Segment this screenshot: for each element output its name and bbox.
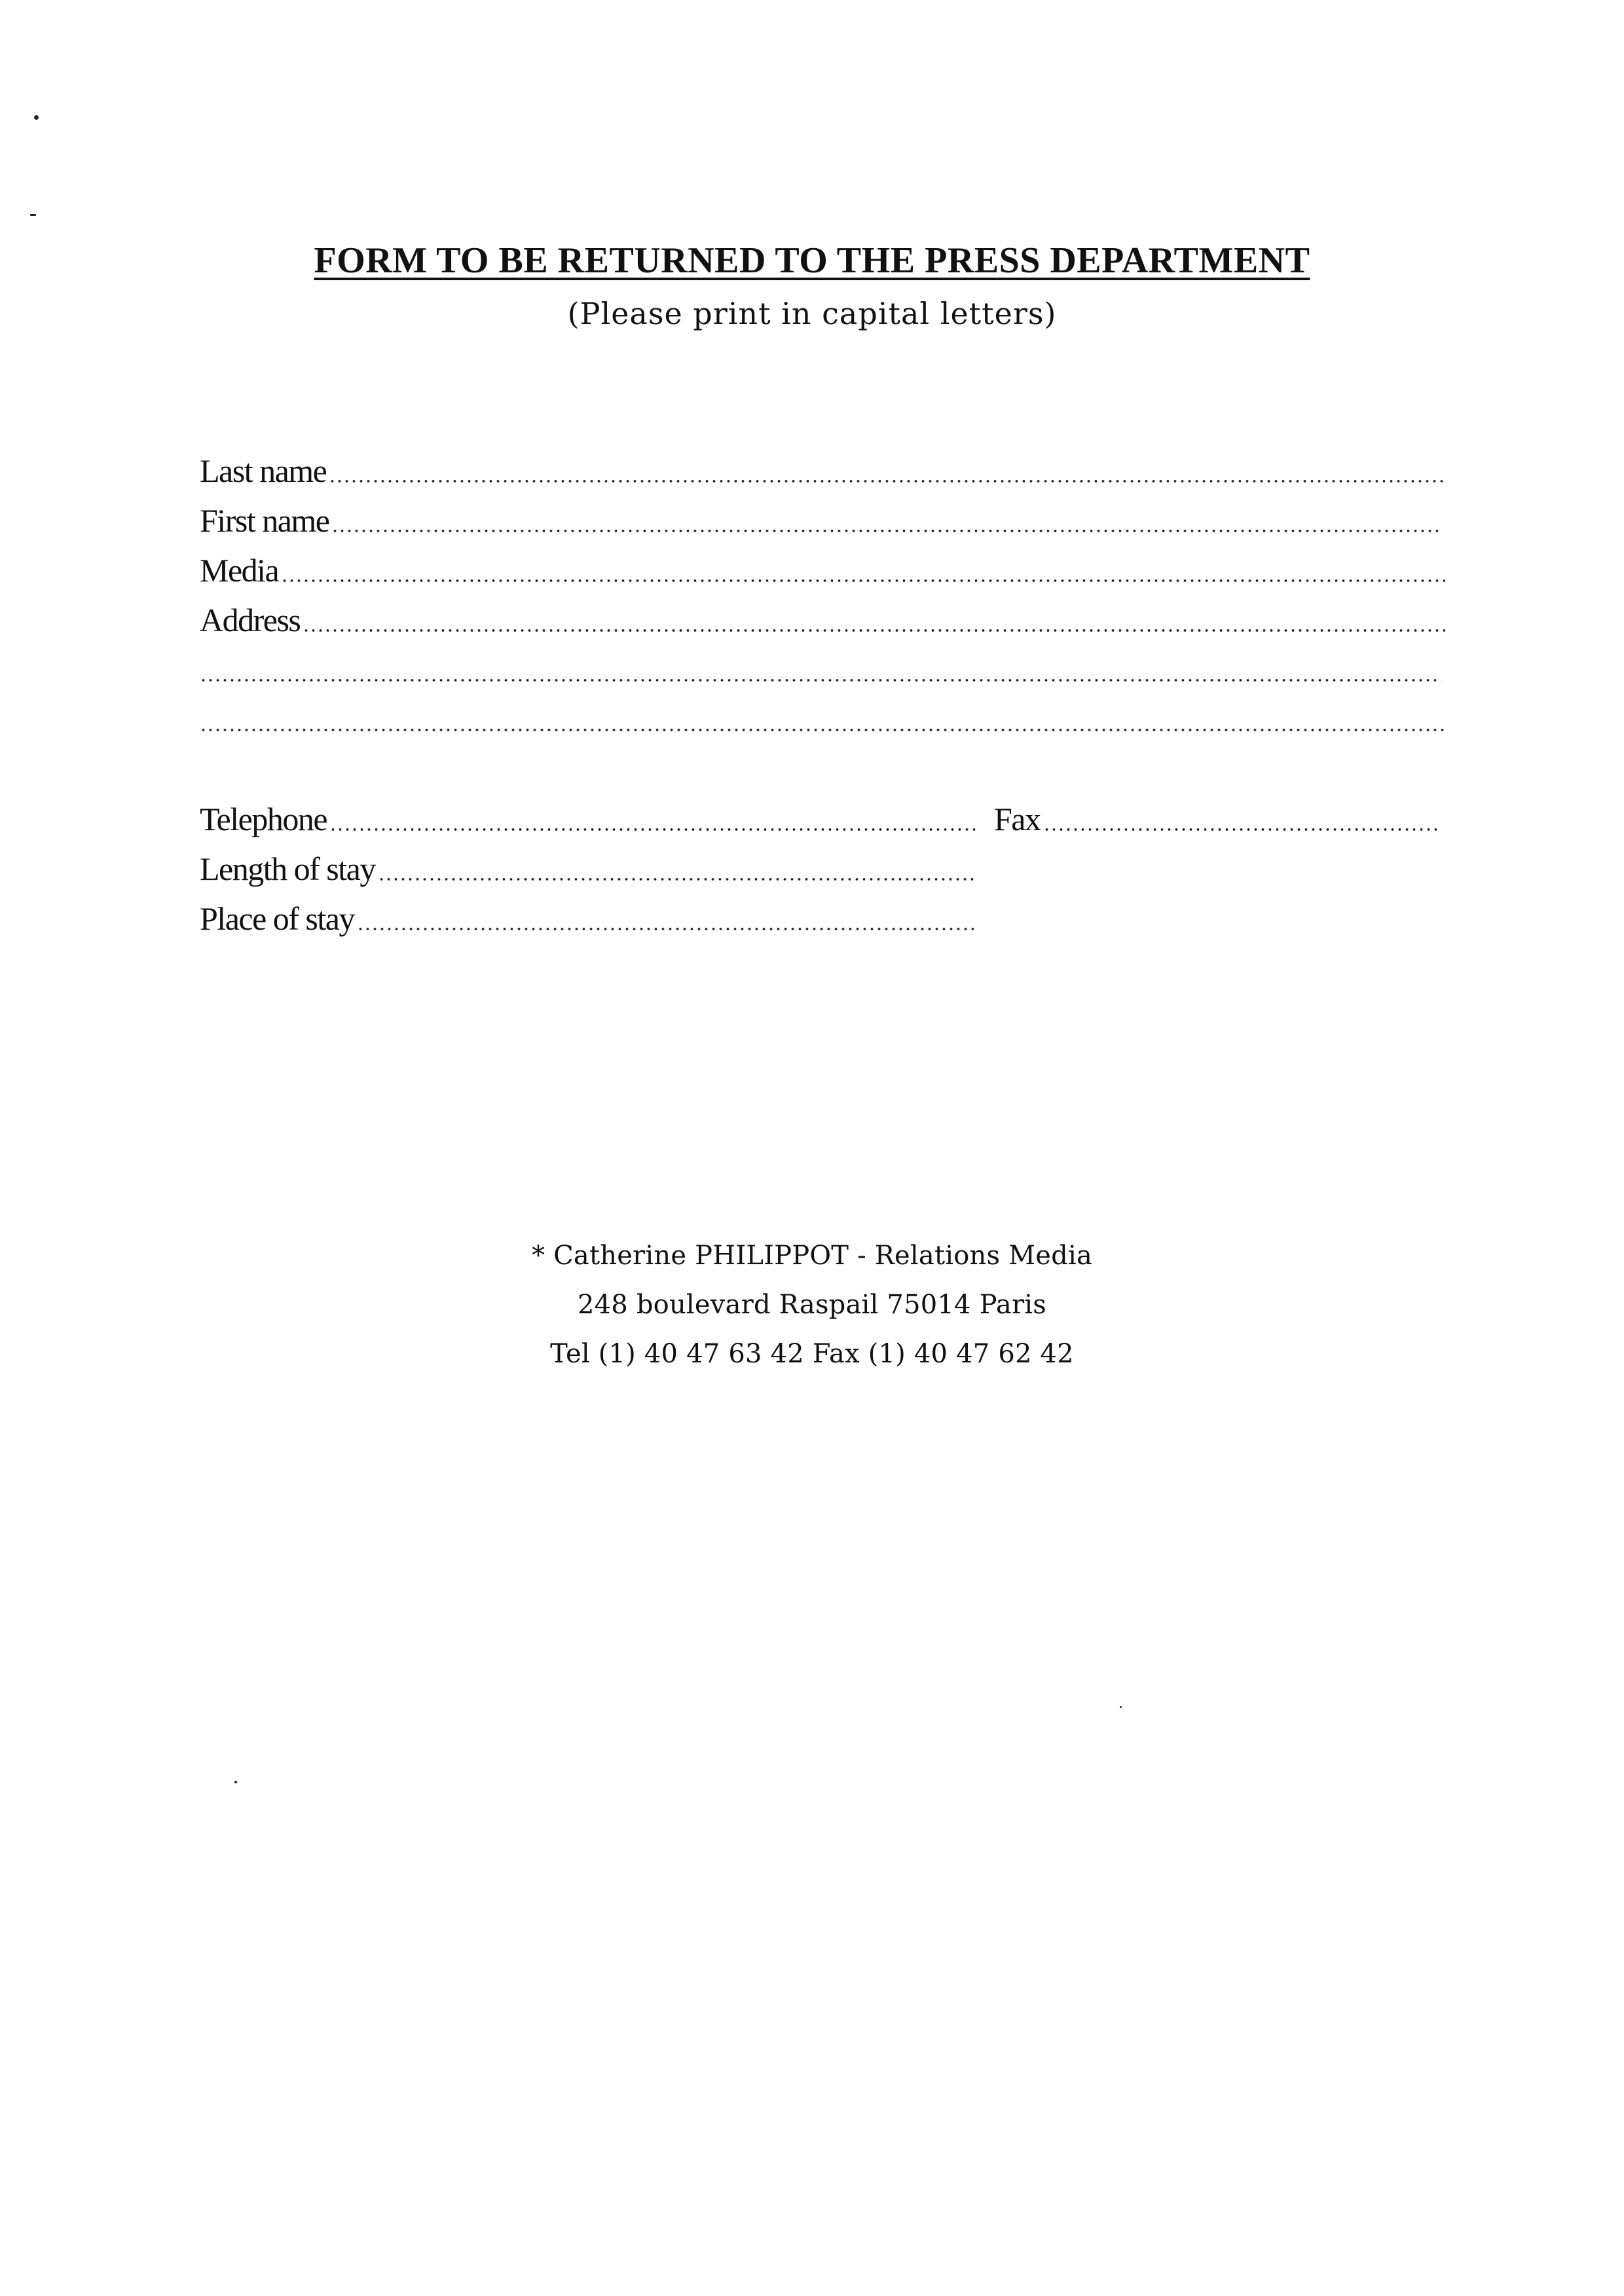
address-dotted-line[interactable] [303, 629, 1445, 632]
first-name-dotted-line[interactable] [331, 529, 1441, 533]
first-name-label: First name [200, 502, 329, 539]
length-of-stay-label: Length of stay [200, 850, 375, 887]
form-subtitle: (Please print in capital letters) [567, 296, 1057, 331]
scan-speck [1120, 1706, 1122, 1708]
scan-speck [30, 214, 36, 216]
media-dotted-line[interactable] [281, 579, 1445, 583]
fax-dotted-line[interactable] [1043, 828, 1440, 831]
address-line-2[interactable] [200, 640, 1441, 686]
fax-field[interactable] [994, 790, 1439, 835]
first-name-field[interactable] [200, 491, 1441, 537]
address-line-3-dots[interactable] [200, 728, 1445, 732]
place-of-stay-dotted-line[interactable] [357, 927, 974, 931]
length-of-stay-field[interactable] [200, 839, 976, 885]
place-of-stay-label: Place of stay [200, 900, 354, 937]
scan-speck [34, 115, 39, 120]
contact-name: * Catherine PHILIPPOT - Relations Media [531, 1241, 1092, 1271]
address-field[interactable] [200, 591, 1445, 636]
telephone-field[interactable] [200, 790, 976, 835]
last-name-field[interactable] [200, 441, 1445, 487]
address-label: Address [200, 602, 301, 638]
telephone-dotted-line[interactable] [329, 828, 976, 831]
contact-phone-fax: Tel (1) 40 47 63 42 Fax (1) 40 47 62 42 [550, 1339, 1074, 1369]
last-name-dotted-line[interactable] [329, 479, 1445, 483]
scan-speck [234, 1781, 237, 1783]
fax-label: Fax [994, 801, 1041, 837]
form-title: FORM TO BE RETURNED TO THE PRESS DEPARTMENT [314, 240, 1310, 281]
length-of-stay-dotted-line[interactable] [378, 877, 976, 881]
address-line-3[interactable] [200, 690, 1445, 736]
contact-address: 248 boulevard Raspail 75014 Paris [578, 1290, 1046, 1320]
media-label: Media [200, 552, 279, 589]
media-field[interactable] [200, 541, 1445, 587]
telephone-label: Telephone [200, 801, 327, 837]
last-name-label: Last name [200, 452, 327, 489]
place-of-stay-field[interactable] [200, 889, 974, 935]
address-line-2-dots[interactable] [200, 678, 1441, 682]
